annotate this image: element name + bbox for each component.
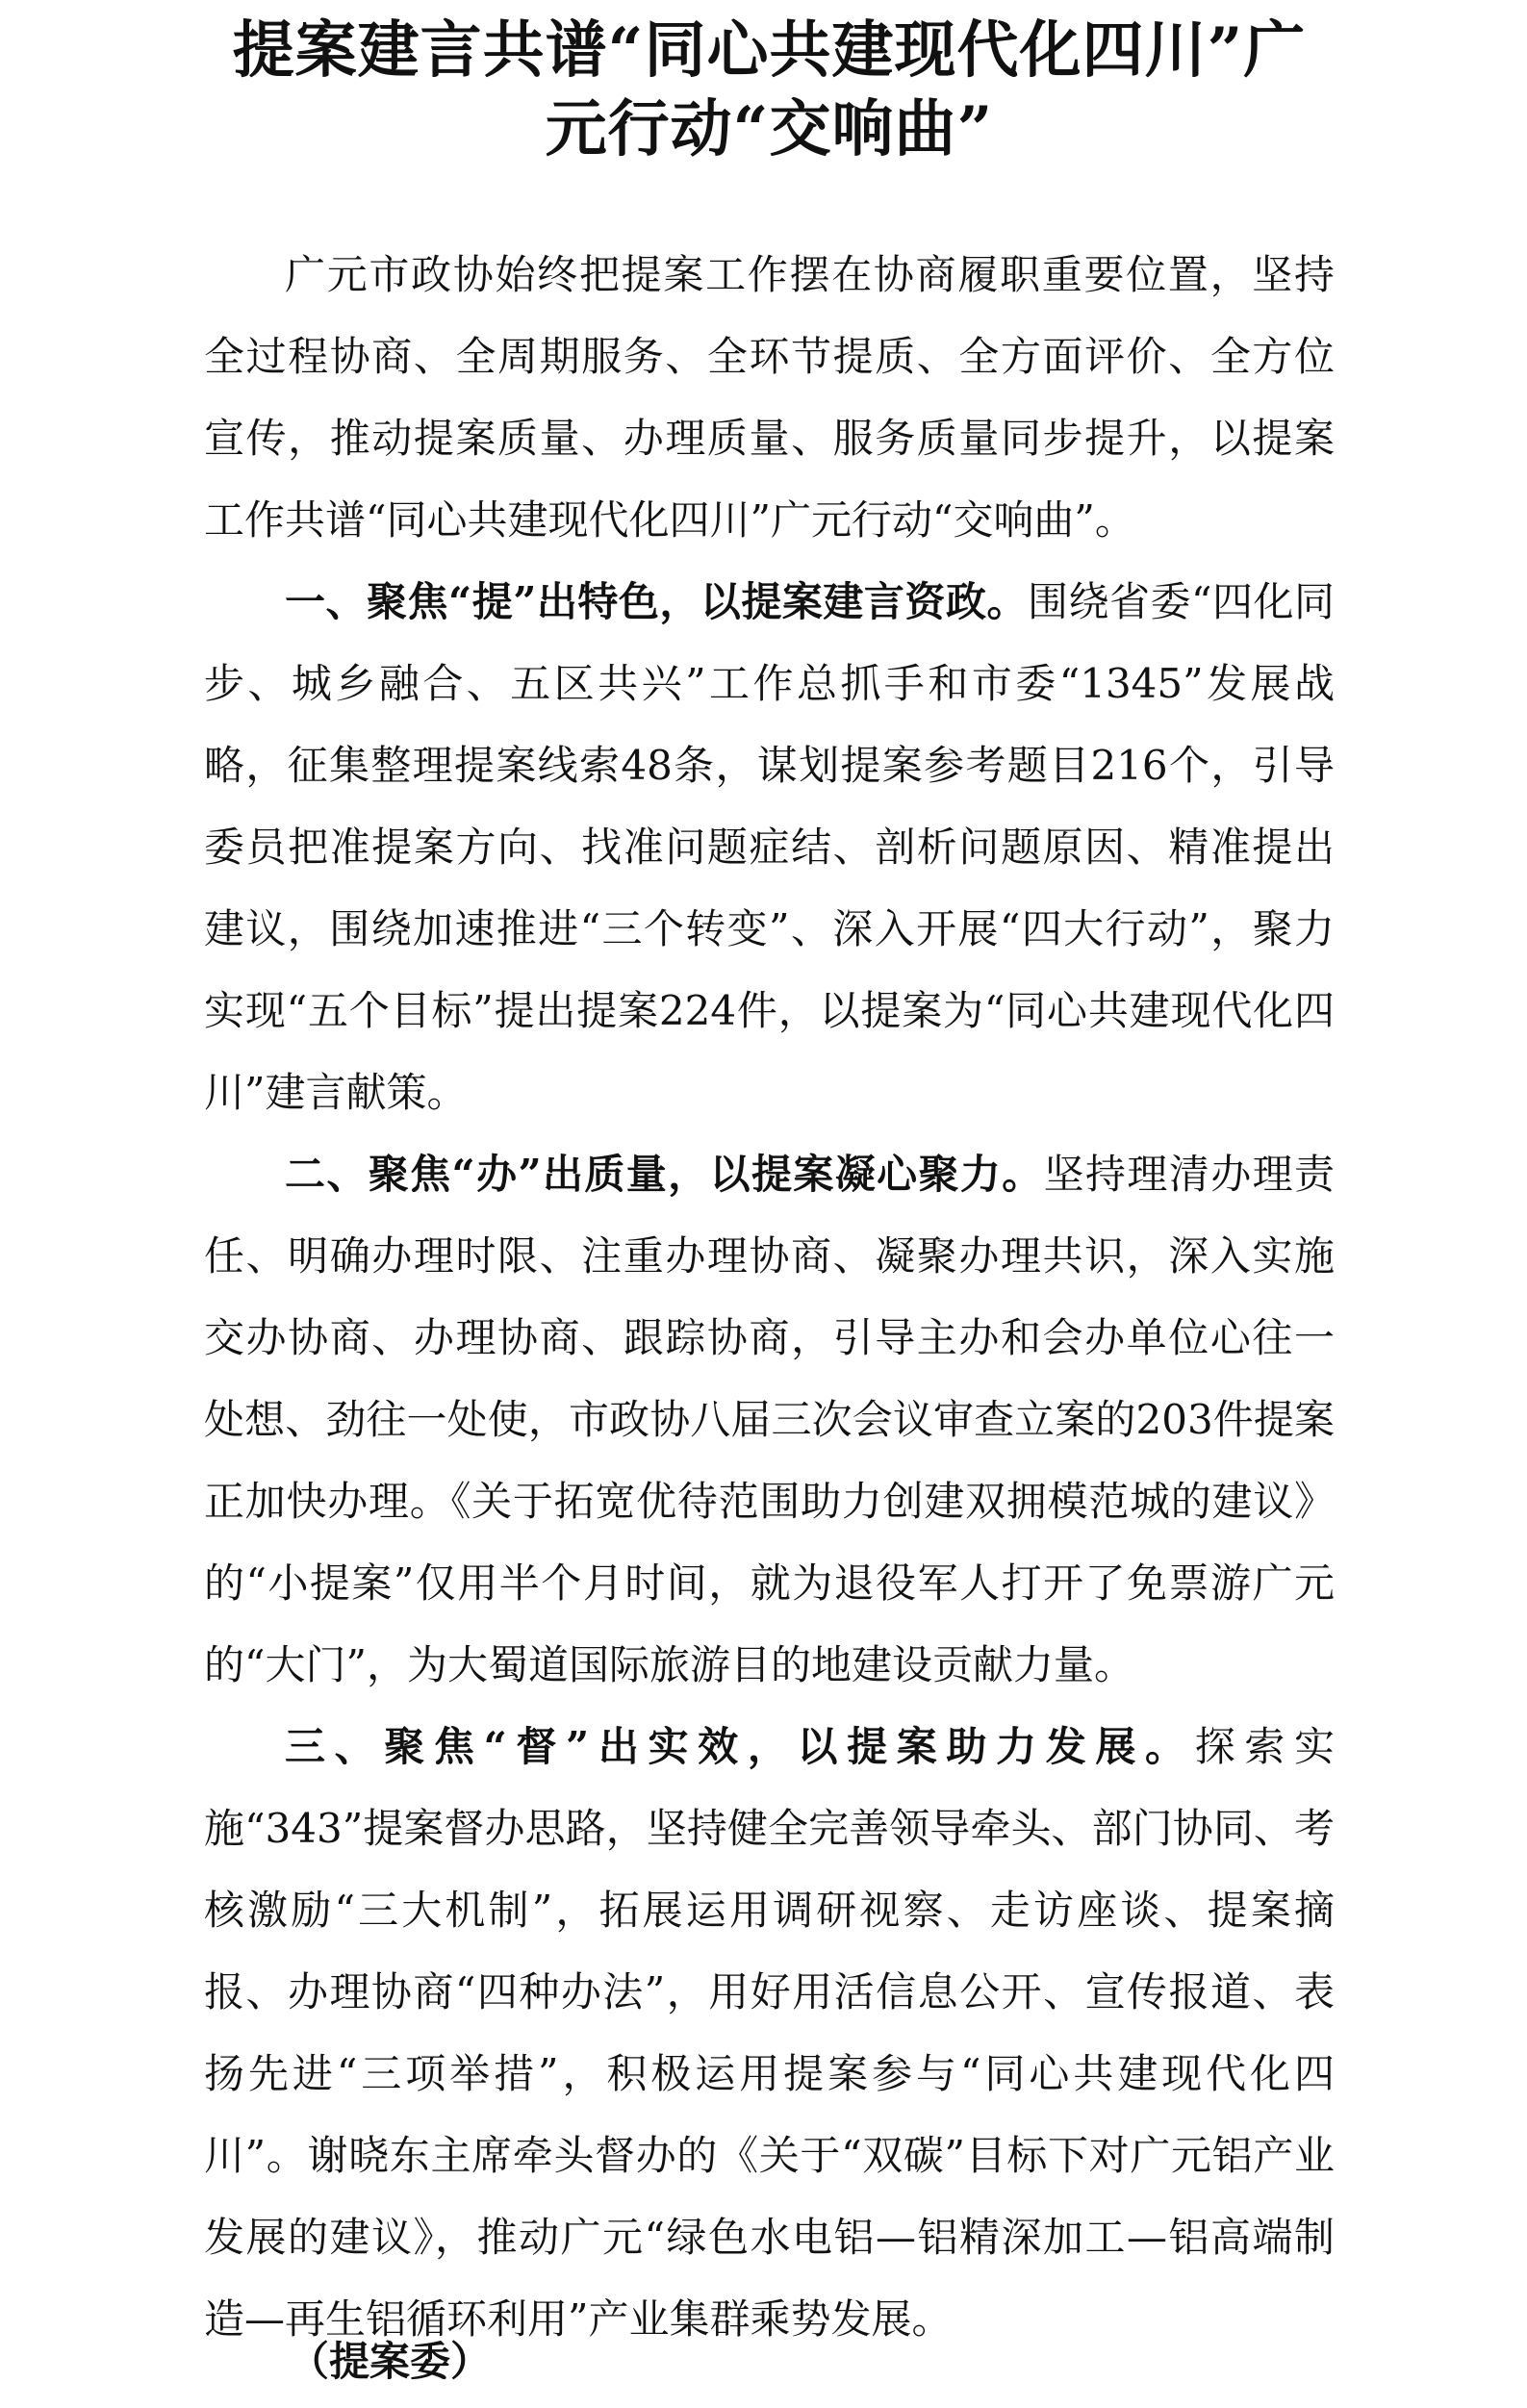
intro-paragraph: 广元市政协始终把提案工作摆在协商履职重要位置，坚持全过程协商、全周期服务、全环节提质、全方面评价、全方位宣传，推动提案质量、办理质量、服务质量同步提升，以提案工作共谱“同心共建现代化四川”广元行动“交响曲”。 — [204, 251, 1335, 544]
section-2-text: 坚持理清办理责任、明确办理时限、注重办理协商、凝聚办理共识，深入实施交办协商、办理协商、跟踪协商，引导主办和会办单位心往一处想、劲往一处使，市政协八届三次会议审查立案的203件提案正加快办理。《关于拓宽优待范围助力创建双拥模范城的建议》的“小提案”仅用半个月时间，就为退役军人打开了免票游广元的“大门”，为大蜀道国际旅游目的地建设贡献力量。 — [204, 1151, 1335, 1688]
section-3-text: 探索实施“343”提案督办思路，坚持健全完善领导牵头、部门协同、考核激励“三大机制”，拓展运用调研视察、走访座谈、提案摘报、办理协商“四种办法”，用好用活信息公开、宣传报道、表扬先进“三项举措”，积极运用提案参与“同心共建现代化四川”。谢晓东主席牵头督办的《关于“双碳”目标下对广元铝产业发展的建议》，推动广元“绿色水电铝—铝精深加工—铝高端制造—再生铝循环利用”产业集群乘势发展。 — [204, 1723, 1335, 2343]
section-paragraph-2 — [204, 1133, 1335, 1706]
section-1-lead: 一、聚焦“提”出特色，以提案建言资政。 — [285, 578, 1028, 625]
section-paragraph-1 — [204, 561, 1335, 1133]
article-title: 提案建言共谱“同心共建现代化四川”广元行动“交响曲” — [232, 14, 1307, 165]
section-1-text: 围绕省委“四化同步、城乡融合、五区共兴”工作总抓手和市委“1345”发展战略，征集整理提案线索48条，谋划提案参考题目216个，引导委员把准提案方向、找准问题症结、剖析问题原因、精准提出建议，围绕加速推进“三个转变”、深入开展“四大行动”，聚力实现“五个目标”提出提案224件，以提案为“同心共建现代化四川”建言献策。 — [204, 578, 1335, 1116]
section-3-lead: 三、聚焦“督”出实效，以提案助力发展。 — [285, 1723, 1195, 1770]
article-body — [204, 234, 1335, 2360]
section-2-lead: 二、聚焦“办”出质量，以提案凝心聚力。 — [285, 1151, 1044, 1198]
section-paragraph-3 — [204, 1706, 1335, 2360]
article-signature: （提案委） — [289, 2338, 492, 2385]
